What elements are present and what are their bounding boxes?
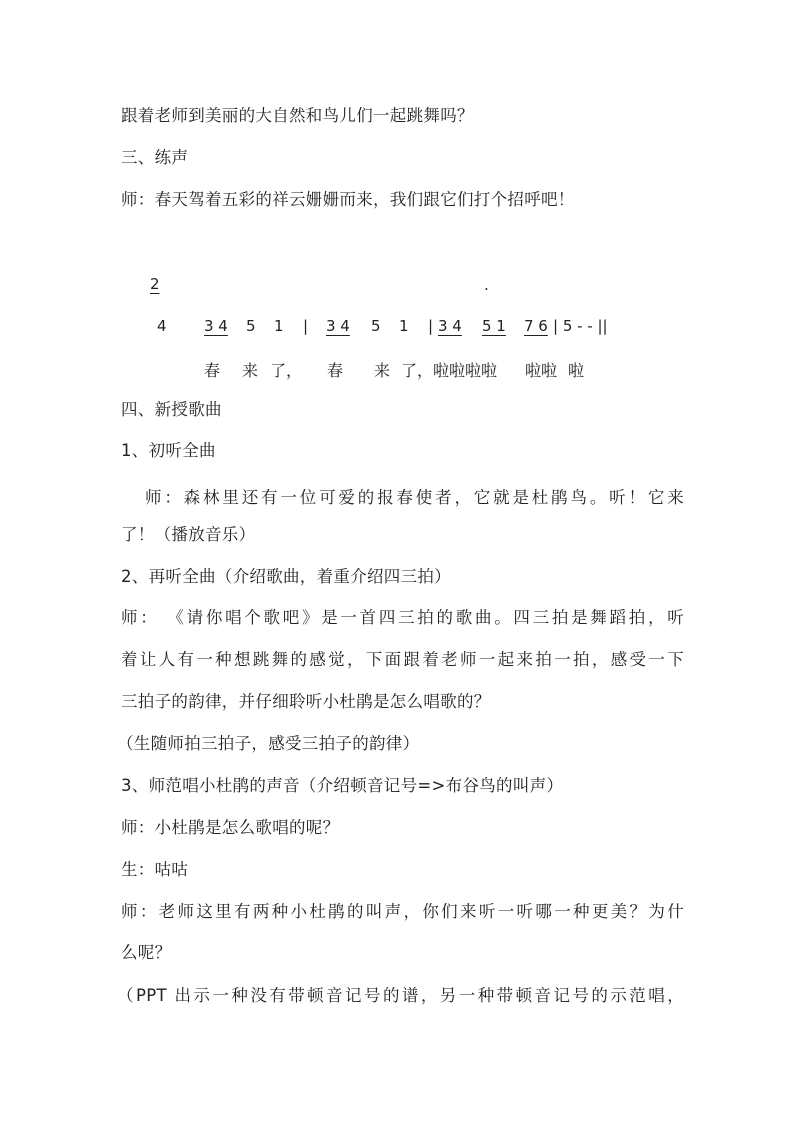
paragraph-two-calls-cont: 么呢？	[121, 943, 172, 962]
paragraph-cuckoo-intro: 师：森林里还有一位可爱的报春使者，它就是杜鹃鸟。听！它来	[145, 488, 684, 507]
lyric-word: 了，	[270, 361, 303, 380]
paragraph-ppt-note: （PPT 出示一种没有带顿音记号的谱，另一种带顿音记号的示范唱，	[117, 986, 684, 1005]
score-note: 3 4	[204, 317, 228, 335]
subheading-first-listen: 1、初听全曲	[121, 441, 216, 460]
score-ending: | 5 - - ||	[553, 317, 608, 335]
score-note: 7 6	[524, 317, 548, 335]
paragraph-spring-greeting: 师：春天驾着五彩的祥云姗姗而来，我们跟它们打个招呼吧！	[121, 190, 575, 209]
score-dot: .	[484, 276, 489, 294]
lyric-word: 啦	[568, 361, 585, 380]
heading-vocal-warmup: 三、练声	[121, 148, 189, 167]
subheading-second-listen: 2、再听全曲（介绍歌曲，着重介绍四三拍）	[121, 567, 451, 586]
score-note: 5	[246, 317, 256, 335]
score-note: 3 4	[438, 317, 462, 335]
subheading-teacher-demo: 3、师范唱小杜鹃的声音（介绍顿音记号=>布谷鸟的叫声）	[121, 776, 564, 795]
score-note: 3 4	[326, 317, 350, 335]
lyric-word: 啦啦	[525, 361, 558, 380]
score-barline: |	[303, 317, 309, 335]
lyric-word: 了，啦啦啦啦	[401, 361, 498, 380]
score-note: 5	[371, 317, 381, 335]
paragraph-intro-end: 跟着老师到美丽的大自然和鸟儿们一起跳舞吗？	[121, 106, 474, 125]
paragraph-three-four-time-end: 三拍子的韵律，并仔细聆听小杜鹃是怎么唱歌的？	[121, 692, 491, 711]
score-note: 5 1	[482, 317, 506, 335]
lyric-word: 来	[242, 361, 259, 380]
paragraph-teacher-question: 师：小杜鹃是怎么歌唱的呢？	[121, 818, 340, 837]
lyric-word: 来	[374, 361, 391, 380]
time-signature-top: 2	[150, 275, 160, 293]
paragraph-three-four-time-cont: 着让人有一种想跳舞的感觉，下面跟着老师一起来拍一拍，感受一下	[121, 650, 684, 669]
paragraph-cuckoo-intro-cont: 了！（播放音乐）	[121, 525, 256, 544]
paragraph-three-four-time: 师： 《请你唱个歌吧》是一首四三拍的歌曲。四三拍是舞蹈拍，听	[121, 608, 684, 627]
score-note: 1	[274, 317, 284, 335]
score-barline: |	[428, 317, 434, 335]
lyric-word: 春	[204, 361, 221, 380]
paragraph-two-calls: 师：老师这里有两种小杜鹃的叫声，你们来听一听哪一种更美？为什	[121, 902, 684, 921]
lyric-word: 春	[327, 361, 344, 380]
score-note: 1	[399, 317, 409, 335]
time-signature-bottom: 4	[157, 317, 167, 335]
paragraph-clap-note: （生随师拍三拍子，感受三拍子的韵律）	[117, 734, 420, 753]
heading-new-song: 四、新授歌曲	[121, 400, 222, 419]
paragraph-student-answer: 生：咕咕	[121, 860, 189, 879]
